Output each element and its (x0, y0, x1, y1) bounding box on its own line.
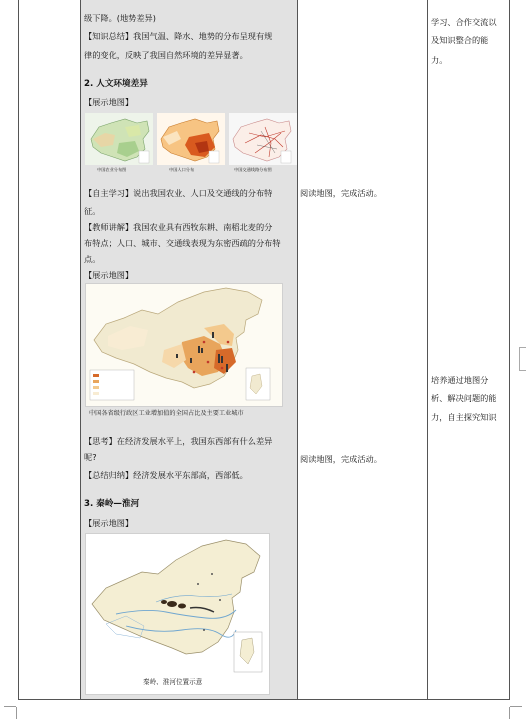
text-summary: 【总结归纳】经济发展水平东部高，西部低。 (84, 470, 248, 480)
label-show-map-2: 【展示地图】 (84, 270, 134, 280)
text-knowledge-summary-1: 【知识总结】我国气温、降水、地势的分布呈现有规 (84, 31, 273, 41)
qinling-map-svg (86, 534, 269, 694)
text-activity-1: 阅读地图，完成活动。 (300, 188, 382, 198)
caption-qinling-map: 秦岭、淮河位置示意 (143, 678, 203, 686)
text-think-2: 呢? (84, 452, 97, 462)
crop-mark-bottom-left-h (4, 706, 16, 707)
heading-human-environment: 2. 人文环境差异 (84, 79, 148, 89)
text-goal-4: 培养通过地图分 (431, 375, 489, 385)
figure-industry-map (85, 283, 283, 407)
crop-mark-bottom-right-h (510, 706, 522, 707)
text-teacher-explain-1: 【教师讲解】我国农业具有西牧东耕、南稻北麦的分 (84, 222, 273, 232)
column-divider-1 (80, 0, 81, 700)
text-teacher-explain-2: 布特点；人口、城市、交通线表现为东密西疏的分布特 (84, 238, 281, 248)
figure-qinling-huaihe-map (85, 533, 270, 695)
text-goal-3: 力。 (431, 55, 448, 65)
table-border-bottom (18, 699, 510, 700)
agriculture-map (85, 113, 153, 165)
text-self-study-2: 征。 (84, 206, 101, 216)
column-divider-2 (297, 0, 298, 700)
text-goal-1: 学习、合作交流以 (431, 17, 497, 27)
text-activity-2: 阅读地图，完成活动。 (300, 454, 382, 464)
text-think-1: 【思考】在经济发展水平上，我国东西部有什么差异 (84, 436, 273, 446)
text-knowledge-summary-2: 律的变化，反映了我国自然环境的差异显著。 (84, 50, 248, 60)
crop-mark-bottom-left-v (16, 707, 17, 719)
column-divider-3 (427, 0, 428, 700)
table-border-left (18, 0, 19, 700)
caption-population-map: 中国人口分布 (169, 167, 195, 172)
text-teacher-explain-3: 点。 (84, 254, 101, 264)
transport-map (229, 113, 297, 165)
caption-transport-map: 中国交通线路分布图 (234, 167, 272, 172)
table-border-right (509, 0, 510, 700)
text-terrain-diff: 级下降。(地势差异) (84, 13, 156, 23)
text-goal-6: 力，自主探究知识 (431, 412, 497, 422)
side-scroll-tab[interactable] (519, 347, 526, 371)
label-show-map-3: 【展示地图】 (84, 518, 134, 528)
text-self-study-1: 【自主学习】说出我国农业、人口及交通线的分布特 (84, 188, 273, 198)
crop-mark-bottom-right-v (509, 707, 510, 719)
text-goal-5: 析、解决问题的能 (431, 393, 497, 403)
population-map (157, 113, 225, 165)
text-goal-2: 及知识整合的能 (431, 35, 489, 45)
caption-agriculture-map: 中国农业分布图 (97, 167, 127, 172)
heading-qinling-huaihe: 3. 秦岭—淮河 (84, 499, 140, 509)
label-show-map-1: 【展示地图】 (84, 97, 134, 107)
caption-industry-map: 中国各省级行政区工业增加值的全国占比及主要工业城市 (89, 410, 244, 417)
industry-map-svg (86, 284, 282, 406)
